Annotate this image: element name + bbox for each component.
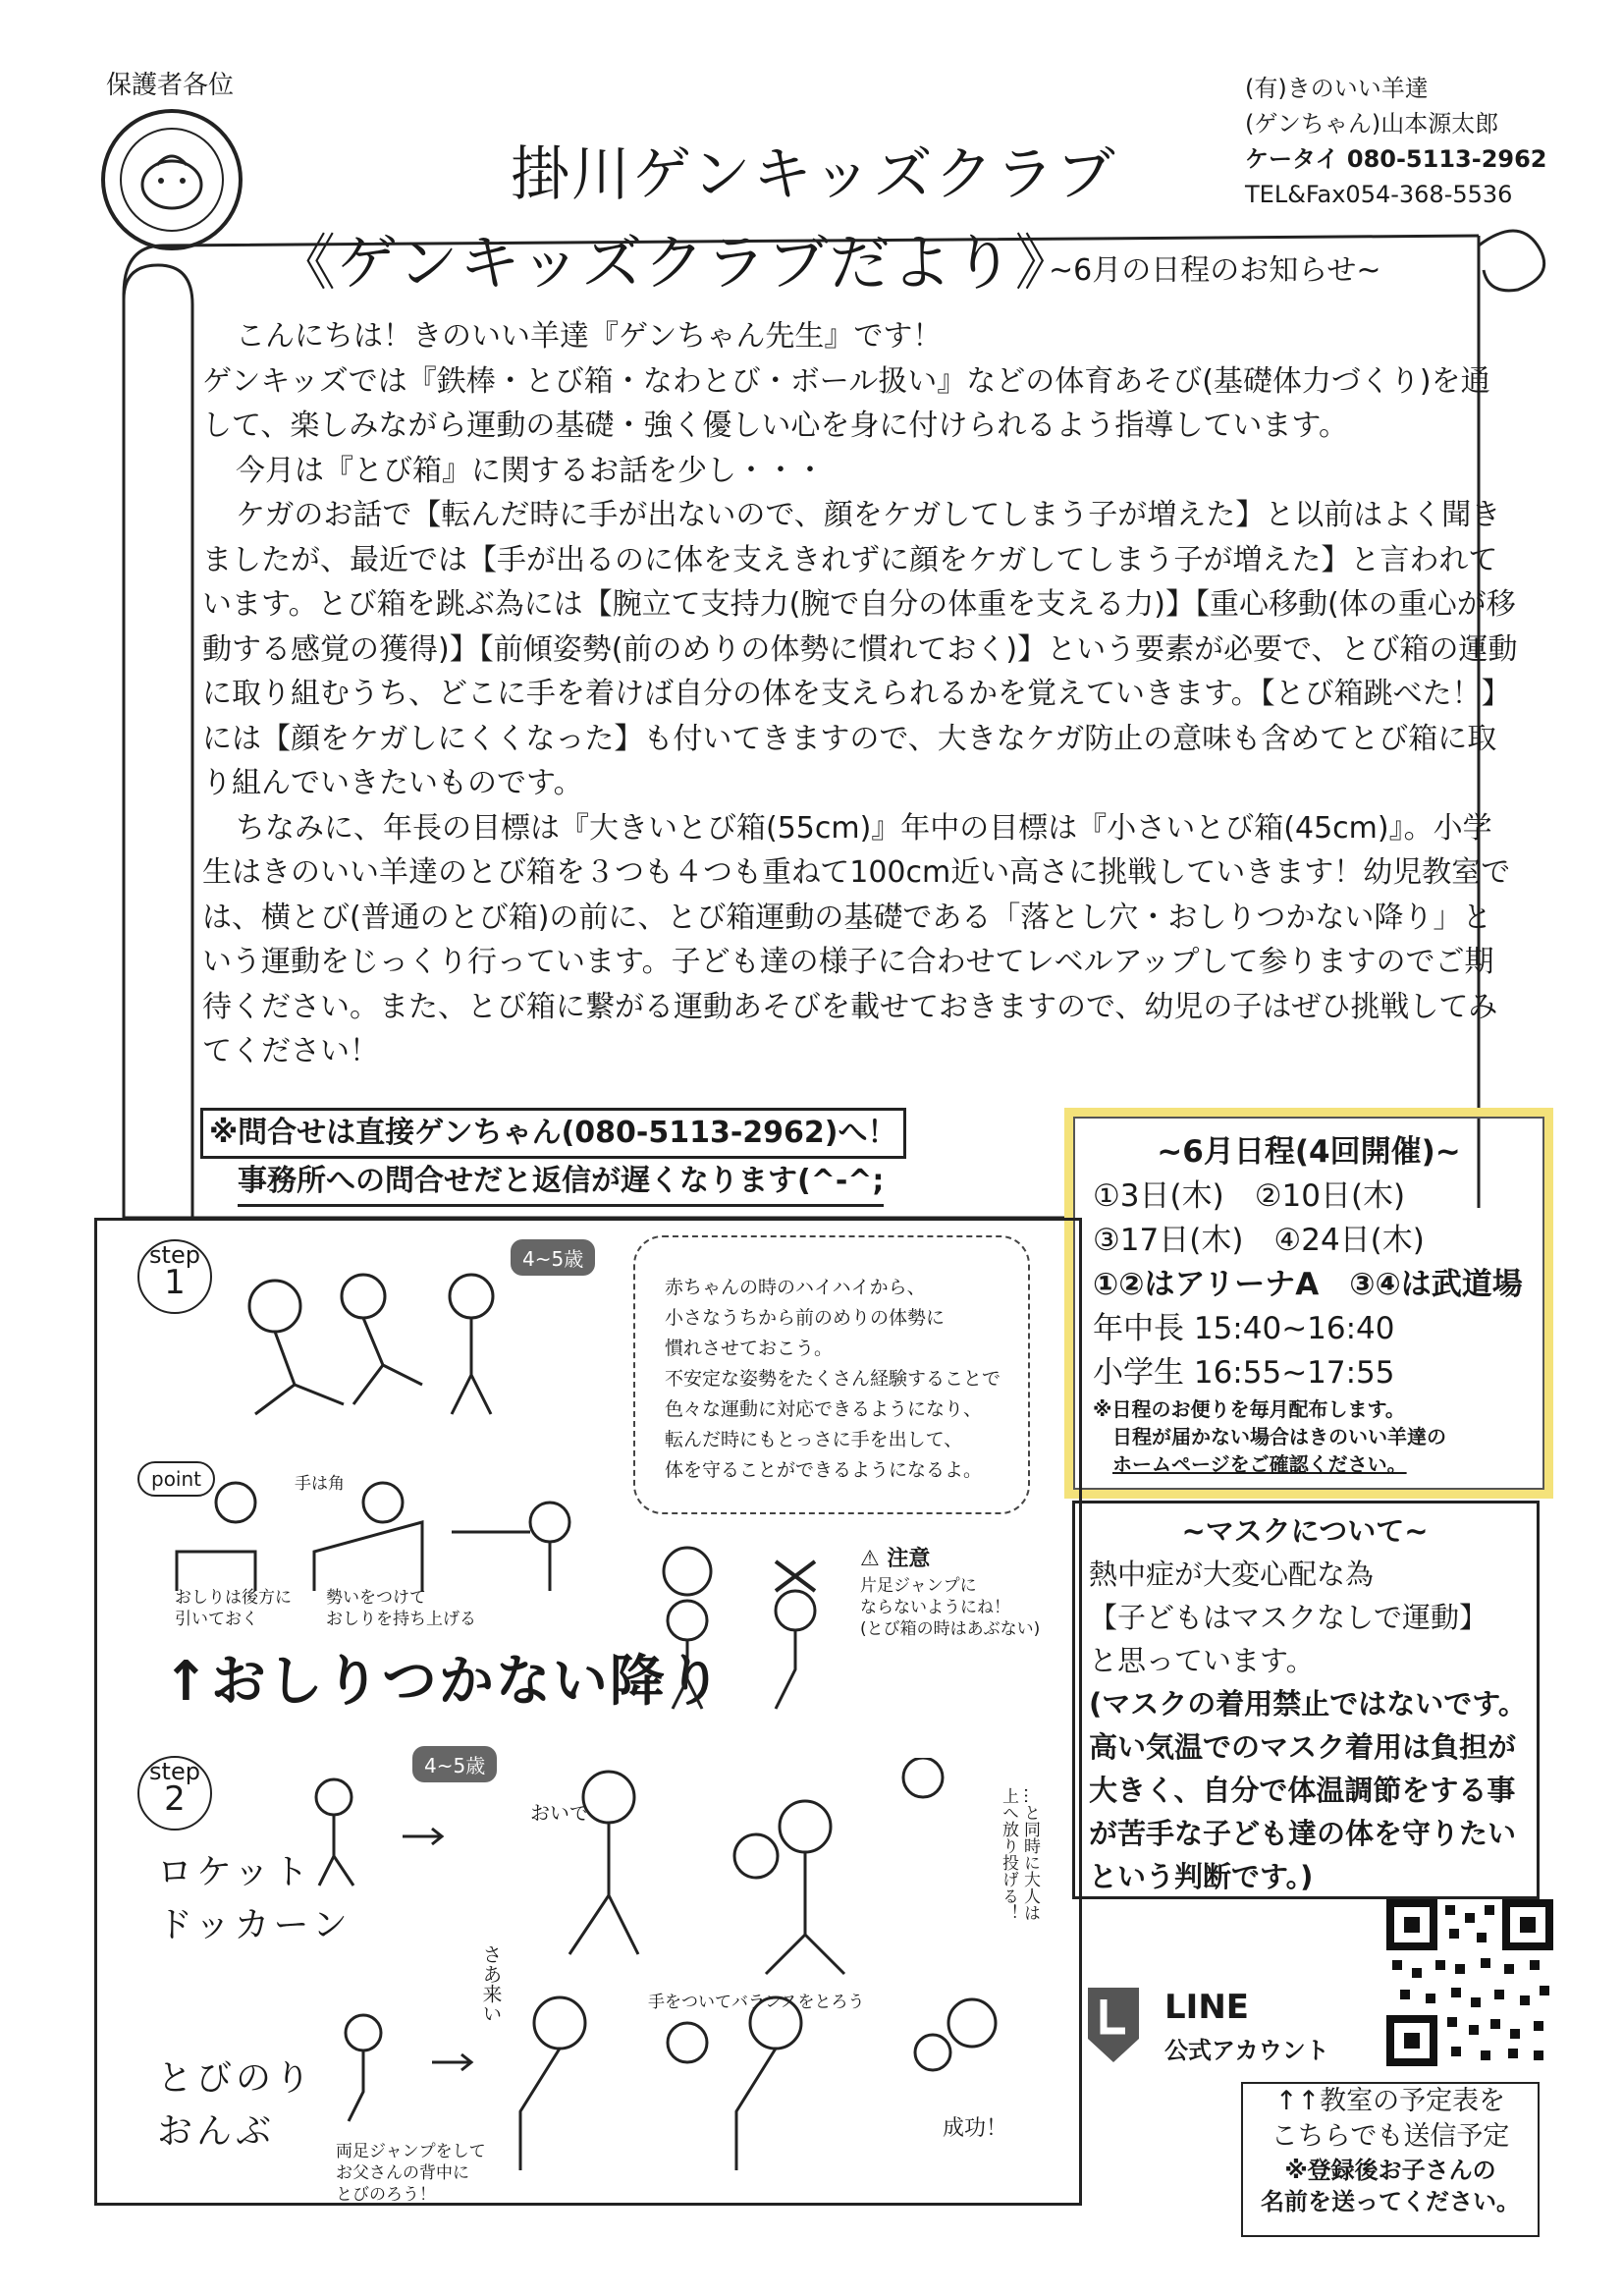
label-line: おんぶ — [157, 2111, 276, 2152]
caption-line: 両足ジャンプをして — [336, 2142, 486, 2161]
caption-step-b — [326, 1587, 476, 1630]
caution-title-text: 注意 — [887, 1547, 931, 1571]
label-line: とびのり — [157, 2058, 315, 2099]
paragraph: ちなみに、年長の目標は『大きいとび箱(55cm)』年中の目標は『小さいとび箱(45cm)』。小学生はきのいい羊達のとび箱を３つも４つも重ねて100cm近い高さに挑戦していきます！幼児教室では、横とび(普通のとび箱)の前に、とび箱運動の基礎である「落とし穴・おしりつかない降り」という運動をじっくり行っています。子ども達の様子に合わせてレベルアップして参りますのでご期待ください。また、とび箱に繋がる運動あそびを載せておきますので、幼児の子はぜひ挑戦してみてください！ — [202, 810, 1511, 1068]
mask-line: と思っています。 — [1089, 1644, 1315, 1677]
schedule-title: ~6月日程(4回開催)~ — [1157, 1134, 1461, 1170]
contact-notice — [200, 1108, 906, 1207]
org-line: (有)きのいい羊達 — [1245, 75, 1429, 102]
tip-line: 赤ちゃんの時のハイハイから、 — [665, 1277, 926, 1298]
schedule-dates: ①3日(木) ②10日(木) — [1093, 1178, 1406, 1214]
caption-line: ならないようにね！ — [860, 1598, 1010, 1617]
caption-line: お父さんの背中に — [336, 2163, 469, 2183]
rocket-illustration-icon — [295, 1758, 962, 1984]
tip-line: 転んだ時にもとっさに手を出して、 — [665, 1429, 963, 1450]
tip-line: 体を守ることができるようになるよ。 — [665, 1459, 983, 1481]
qr-note-line: ↑↑教室の予定表を — [1274, 2086, 1506, 2116]
schedule-note: ※日程のお便りを毎月配布します。 — [1093, 1397, 1405, 1421]
qr-code-icon[interactable] — [1386, 1899, 1553, 2066]
caution-text — [860, 1575, 1040, 1640]
caption-hand: 手は角 — [295, 1474, 345, 1494]
caption-line: とびのろう！ — [336, 2185, 436, 2205]
oide-text: おいで — [530, 1801, 589, 1825]
organization-info — [1245, 71, 1547, 212]
tip-line: 慣れさせておこう。 — [665, 1338, 834, 1359]
paragraph: ケガのお話で【転んだ時に手が出ないので、顔をケガしてしまう子が増えた】と以前はよく聞きましたが、最近では【手が出るのに体を支えきれずに顔をケガしてしまう子が増えた】と言われています。とび箱を跳ぶ為には【腕立て支持力(腕で自分の体重を支える力)】【重心移動(体の重心が移動する感覚の獲得)】【前傾姿勢(前のめりの体勢に慣れておく)】という要素が必要で、とび箱の運動に取り組むうち、どこに手を着けば自分の体を支えられるかを覚えていきます。【とび箱跳べた！】には【顔をケガしにくくなった】も付いてきますので、大きなケガ防止の意味も含めてとび箱に取り組んでいきたいものです。 — [202, 498, 1518, 800]
line-brand: LINE — [1164, 1988, 1249, 2027]
caption-line: 勢いをつけて — [326, 1588, 426, 1608]
schedule-note: 日程が届かない場合はきのいい羊達の — [1112, 1425, 1446, 1449]
mask-line: 大きく、自分で体温調節をする事 — [1089, 1774, 1516, 1807]
tip-line: 色々な運動に対応できるようになり、 — [665, 1398, 983, 1420]
schedule-box — [1064, 1108, 1553, 1499]
schedule-dates: ③17日(木) ④24日(木) — [1093, 1223, 1425, 1258]
org-phone: ケータイ 080-5113-2962 — [1245, 145, 1547, 173]
club-name: 掛川ゲンキッズクラブ — [511, 140, 1117, 209]
step-number: 1 — [164, 1263, 186, 1302]
recipient-label: 保護者各位 — [106, 71, 235, 100]
paragraph: 今月は『とび箱』に関するお話を少し・・・ — [236, 453, 825, 488]
crawling-children-illustration-icon — [236, 1267, 530, 1424]
tip-line: 小さなうちから前のめりの体勢に — [665, 1307, 946, 1329]
article-body — [202, 314, 1518, 1074]
org-line: (ゲンちゃん)山本源太郎 — [1245, 110, 1499, 137]
caution-title — [860, 1542, 930, 1572]
caption-step-a — [175, 1587, 292, 1630]
throw-caption — [998, 1787, 1041, 1984]
mask-line: が苦手な子ども達の体を守りたい — [1089, 1817, 1517, 1850]
caption-line: …と同時に大人は — [1020, 1787, 1040, 1921]
contact-line: 事務所への問合せだと返信が遅くなります(^-^; — [238, 1159, 884, 1207]
schedule-venue: ①②はアリーナA ③④は武道場 — [1093, 1267, 1523, 1302]
schedule-note: ホームページをご確認ください。 — [1112, 1452, 1407, 1476]
line-shield-icon — [1084, 1984, 1143, 2066]
piggyback-caption — [336, 2141, 486, 2206]
line-account-label — [1164, 1986, 1329, 2072]
qr-note-line: こちらでも送信予定 — [1271, 2121, 1510, 2152]
tip-line: 不安定な姿勢をたくさん経験することで — [665, 1368, 1001, 1390]
saa-text: さあ来い — [479, 1944, 503, 2023]
qr-note-line: ※登録後お子さんの — [1284, 2157, 1496, 2184]
label-line: ロケット — [157, 1852, 313, 1892]
mask-line: 熱中症が大変心配な為 — [1089, 1558, 1375, 1591]
mask-box — [1072, 1501, 1540, 1899]
exercise-title: ↑おしりつかない降り — [163, 1650, 724, 1714]
age-badge: 4~5歳 — [511, 1239, 595, 1276]
qr-note — [1241, 2082, 1540, 2237]
mask-title: ~マスクについて~ — [1181, 1514, 1429, 1548]
qr-note-line: 名前を送ってください。 — [1261, 2188, 1520, 2215]
greeting: こんにちは！きのいい羊達『ゲンちゃん先生』です！ — [236, 319, 943, 354]
line-sub: 公式アカウント — [1164, 2037, 1329, 2064]
caption-line: おしりを持ち上げる — [326, 1610, 476, 1629]
org-fax: TEL&Fax054-368-5536 — [1245, 181, 1513, 208]
jumping-children-illustration-icon — [628, 1542, 844, 1719]
newsletter-subtitle: ~6月の日程のお知らせ~ — [1049, 253, 1381, 288]
contact-line: ※問合せは直接ゲンちゃん(080-5113-2962)へ！ — [200, 1108, 906, 1159]
caption-line: (とび箱の時はあぶない) — [860, 1619, 1041, 1639]
step-number: 2 — [164, 1779, 186, 1819]
caption-line: おしりは後方に — [175, 1588, 292, 1608]
age-badge: 4~5歳 — [412, 1746, 497, 1782]
success-text: 成功！ — [943, 2116, 1008, 2141]
newsletter-title: 《ゲンキッズクラブだより》 — [275, 227, 1077, 299]
step-word: step — [149, 1241, 200, 1269]
step-badge — [137, 1239, 212, 1314]
point-label: point — [137, 1461, 215, 1497]
warning-icon: ⚠ — [860, 1547, 880, 1571]
step-word: step — [149, 1758, 200, 1785]
tip-bubble — [633, 1235, 1030, 1514]
mask-line: (マスクの着用禁止ではないです。 — [1089, 1687, 1527, 1721]
paragraph: ゲンキッズでは『鉄棒・とび箱・なわとび・ボール扱い』などの体育あそび(基礎体力づくり)を通して、楽しみながら運動の基礎・強く優しい心を身に付けられるよう指導しています。 — [202, 363, 1490, 443]
label-line: ドッカーン — [157, 1905, 352, 1945]
schedule-time: 年中長 15:40~16:40 — [1093, 1311, 1395, 1346]
schedule-time: 小学生 16:55~17:55 — [1093, 1355, 1395, 1391]
balance-caption: 手をついてバランスをとろう — [648, 1993, 865, 2012]
caption-line: 引いておく — [175, 1610, 258, 1629]
mask-line: という判断です。) — [1089, 1860, 1314, 1893]
step-badge — [137, 1756, 212, 1831]
tobinori-exercise-label — [157, 2052, 314, 2159]
caption-line: 片足ジャンプに — [860, 1576, 977, 1596]
mask-line: 高い気温でのマスク着用は負担が — [1089, 1730, 1517, 1764]
caption-line: 上へ放り投げる！ — [999, 1787, 1018, 1921]
mask-line: 【子どもはマスクなしで運動】 — [1089, 1601, 1488, 1634]
